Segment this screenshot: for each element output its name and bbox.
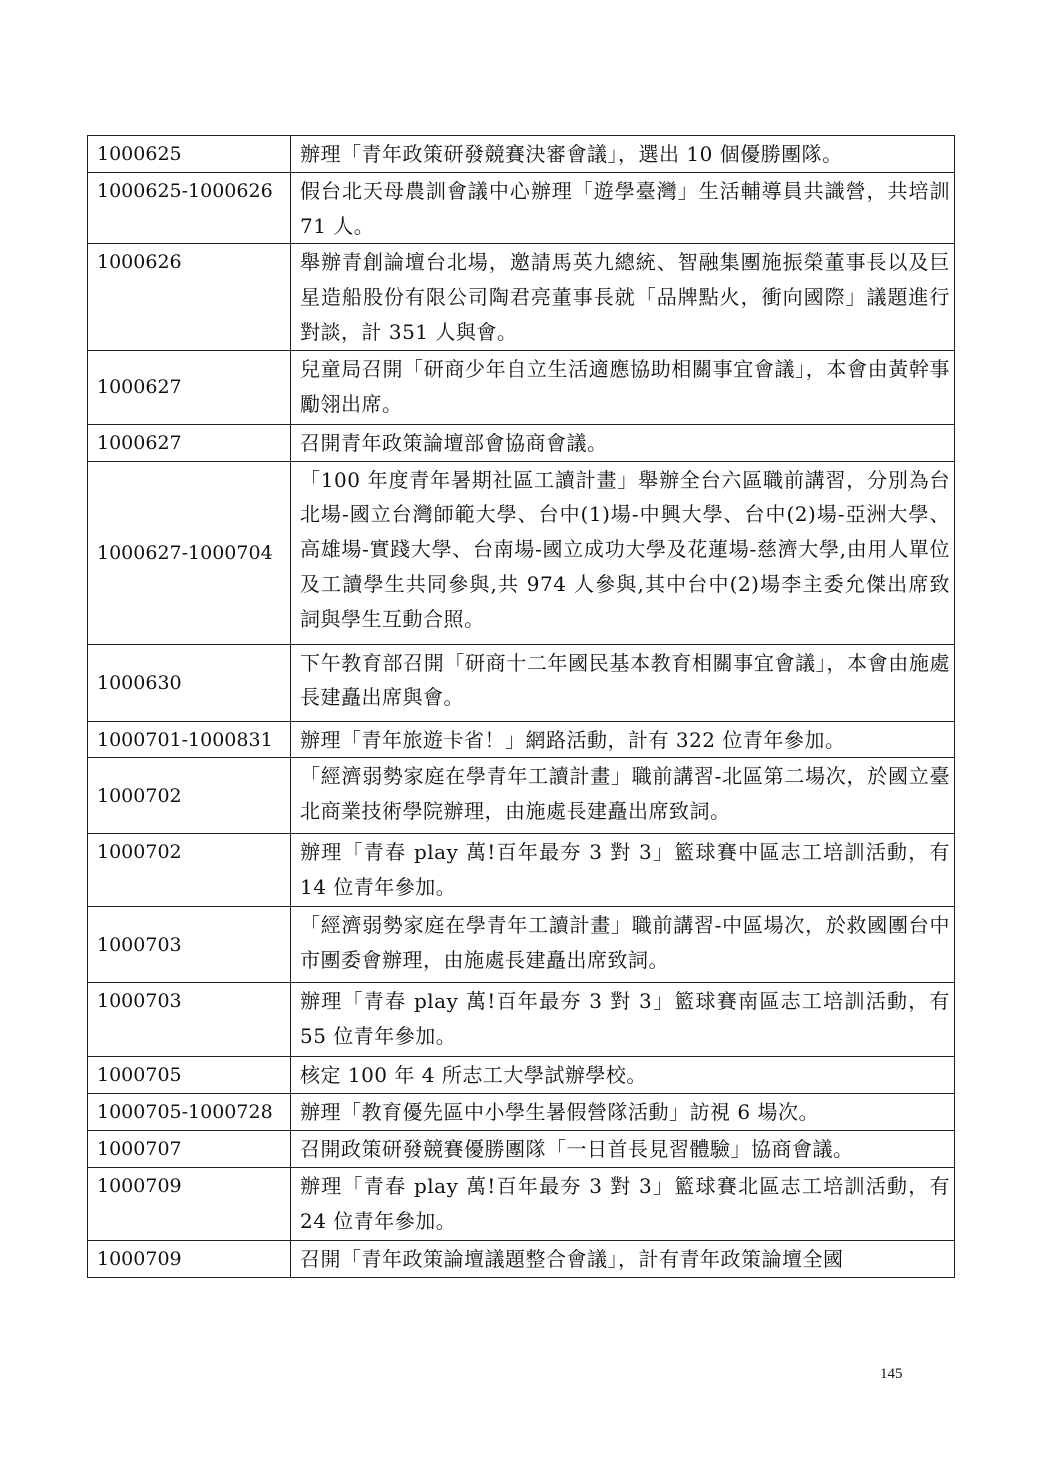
- table-row: [88, 1167, 955, 1240]
- date-cell: 1000627: [88, 424, 291, 461]
- date-cell: 1000701-1000831: [88, 721, 291, 758]
- date-cell: 1000705-1000728: [88, 1094, 291, 1131]
- date-cell: 1000703: [88, 983, 291, 1057]
- description-cell: 召開青年政策論壇部會協商會議。: [291, 424, 955, 461]
- table-row: [88, 758, 955, 834]
- description-cell: 辦理「青春 play 萬!百年最夯 3 對 3」籃球賽北區志工培訓活動，有 24 位青年參加。: [291, 1167, 955, 1240]
- date-cell: 1000626: [88, 244, 291, 350]
- page-number: 145: [880, 1366, 903, 1382]
- date-cell: 1000625: [88, 136, 291, 173]
- description-cell: 假台北天母農訓會議中心辦理「遊學臺灣」生活輔導員共識營，共培訓 71 人。: [291, 172, 955, 244]
- events-table: [87, 135, 955, 1278]
- date-cell: 1000630: [88, 644, 291, 721]
- date-cell: 1000702: [88, 758, 291, 834]
- description-cell: 兒童局召開「研商少年自立生活適應協助相關事宜會議」，本會由黃幹事勵翎出席。: [291, 350, 955, 424]
- table-row: [88, 1057, 955, 1094]
- table-row: [88, 644, 955, 721]
- date-cell: 1000625-1000626: [88, 172, 291, 244]
- table-row: [88, 172, 955, 244]
- date-cell: 1000703: [88, 907, 291, 983]
- table-row: [88, 424, 955, 461]
- table-row: [88, 461, 955, 644]
- date-cell: 1000627: [88, 350, 291, 424]
- description-cell: 辦理「青春 play 萬!百年最夯 3 對 3」籃球賽南區志工培訓活動，有 55 位青年參加。: [291, 983, 955, 1057]
- date-cell: 1000705: [88, 1057, 291, 1094]
- table-row: [88, 350, 955, 424]
- description-cell: 「100 年度青年暑期社區工讀計畫」舉辦全台六區職前講習，分別為台北場-國立台灣師範大學、台中(1)場-中興大學、台中(2)場-亞洲大學、高雄場-實踐大學、台南場-國立成功大學及花蓮場-慈濟大學,由用人單位及工讀學生共同參與,共 974 人參與,其中台中(2)場李主委允傑出席致詞與學生互動合照。: [291, 461, 955, 644]
- description-cell: 下午教育部召開「研商十二年國民基本教育相關事宜會議」，本會由施處長建矗出席與會。: [291, 644, 955, 721]
- table-row: [88, 907, 955, 983]
- table-row: [88, 1094, 955, 1131]
- description-cell: 辦理「青年旅遊卡省！」網路活動，計有 322 位青年參加。: [291, 721, 955, 758]
- table-row: [88, 136, 955, 173]
- table-row: [88, 983, 955, 1057]
- table-row: [88, 1130, 955, 1167]
- date-cell: 1000702: [88, 834, 291, 907]
- table-row: [88, 721, 955, 758]
- description-cell: 辦理「青春 play 萬!百年最夯 3 對 3」籃球賽中區志工培訓活動，有 14 位青年參加。: [291, 834, 955, 907]
- table-row: [88, 244, 955, 350]
- date-cell: 1000709: [88, 1240, 291, 1277]
- date-cell: 1000627-1000704: [88, 461, 291, 644]
- description-cell: 召開政策研發競賽優勝團隊「一日首長見習體驗」協商會議。: [291, 1130, 955, 1167]
- description-cell: 「經濟弱勢家庭在學青年工讀計畫」職前講習-北區第二場次，於國立臺北商業技術學院辦理，由施處長建矗出席致詞。: [291, 758, 955, 834]
- date-cell: 1000707: [88, 1130, 291, 1167]
- description-cell: 辦理「青年政策研發競賽決審會議」，選出 10 個優勝團隊。: [291, 136, 955, 173]
- description-cell: 核定 100 年 4 所志工大學試辦學校。: [291, 1057, 955, 1094]
- description-cell: 召開「青年政策論壇議題整合會議」，計有青年政策論壇全國: [291, 1240, 955, 1277]
- description-cell: 辦理「教育優先區中小學生暑假營隊活動」訪視 6 場次。: [291, 1094, 955, 1131]
- table-row: [88, 834, 955, 907]
- table-row: [88, 1240, 955, 1277]
- description-cell: 舉辦青創論壇台北場，邀請馬英九總統、智融集團施振榮董事長以及巨星造船股份有限公司陶君亮董事長就「品牌點火，衝向國際」議題進行對談，計 351 人與會。: [291, 244, 955, 350]
- date-cell: 1000709: [88, 1167, 291, 1240]
- description-cell: 「經濟弱勢家庭在學青年工讀計畫」職前講習-中區場次，於救國團台中市團委會辦理，由施處長建矗出席致詞。: [291, 907, 955, 983]
